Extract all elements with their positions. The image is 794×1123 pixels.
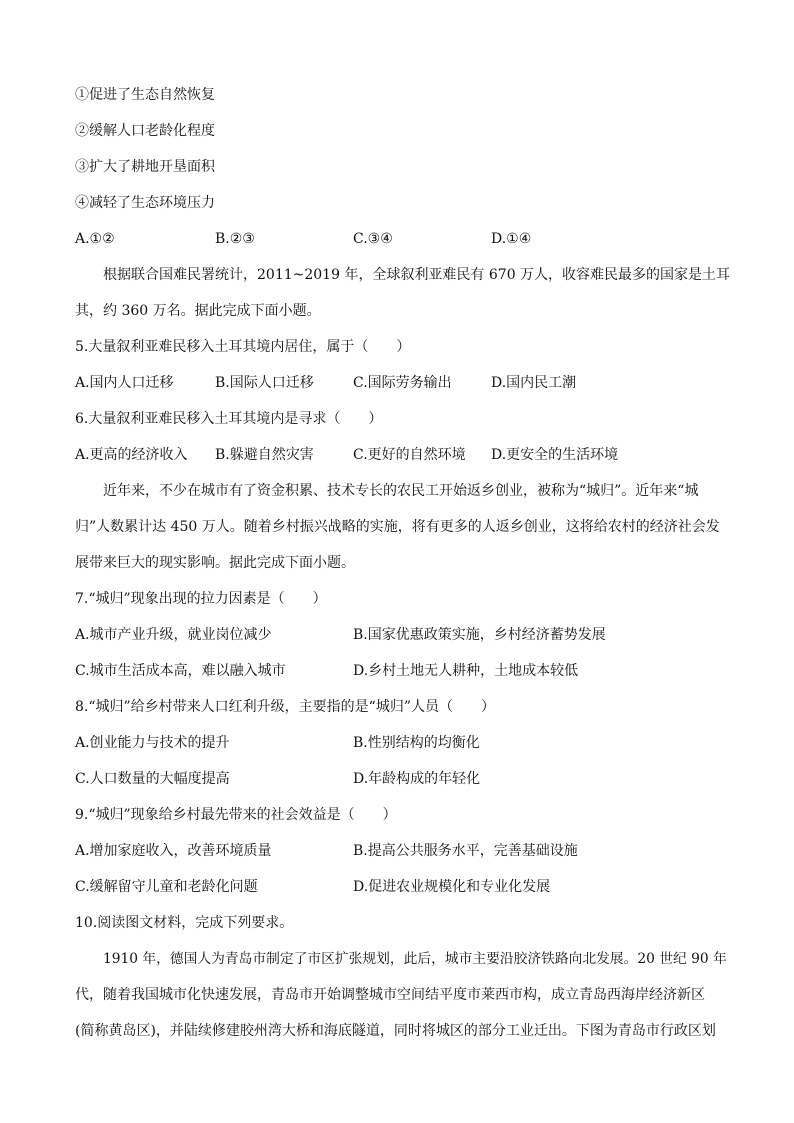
q8-options-row2 bbox=[75, 769, 725, 789]
q7-option-b: B.国家优惠政策实施，乡村经济蓄势发展 bbox=[353, 627, 606, 643]
q7-option-a: A.城市产业升级，就业岗位减少 bbox=[75, 627, 272, 643]
passage1-line2: 其，约 360 万名。据此完成下面小题。 bbox=[75, 303, 321, 319]
q6-option-b: B.躲避自然灾害 bbox=[215, 447, 314, 463]
statement-4: ④减轻了生态环境压力 bbox=[75, 195, 215, 211]
q8-option-a: A.创业能力与技术的提升 bbox=[75, 735, 230, 751]
statement-1: ①促进了生态自然恢复 bbox=[75, 87, 215, 103]
q7-option-d: D.乡村土地无人耕种，土地成本较低 bbox=[353, 663, 579, 679]
q9-stem: 9.“城归”现象给乡村最先带来的社会效益是（ ） bbox=[75, 807, 397, 823]
q8-option-c: C.人口数量的大幅度提高 bbox=[75, 771, 230, 787]
statement-2: ②缓解人口老龄化程度 bbox=[75, 123, 215, 139]
q10-stem: 10.阅读图文材料，完成下列要求。 bbox=[75, 915, 294, 931]
q10-passage-line2: 代，随着我国城市化快速发展，青岛市开始调整城市空间结平度市莱西市构，成立青岛西海岸经济新区 bbox=[75, 987, 705, 1003]
q8-option-d: D.年龄构成的年轻化 bbox=[353, 771, 481, 787]
q10-passage-line3: (简称黄岛区)，并陆续修建胶州湾大桥和海底隧道，同时将城区的部分工业迁出。下图为青岛市行政区划 bbox=[75, 1023, 716, 1039]
q6-stem: 6.大量叙利亚难民移入土耳其境内是寻求（ ） bbox=[75, 411, 383, 427]
passage2-line2: 归”人数累计达 450 万人。随着乡村振兴战略的实施，将有更多的人返乡创业，这将给农村的经济社会发 bbox=[75, 519, 720, 535]
q5-options bbox=[75, 373, 725, 393]
q4-option-d: D.①④ bbox=[491, 231, 532, 247]
q8-stem: 8.“城归”给乡村带来人口红利升级，主要指的是“城归”人员（ ） bbox=[75, 699, 495, 715]
q9-option-b: B.提高公共服务水平，完善基础设施 bbox=[353, 843, 578, 859]
q4-option-a: A.①② bbox=[75, 231, 115, 247]
passage1-line1: 根据联合国难民署统计，2011~2019 年，全球叙利亚难民有 670 万人，收容难民最多的国家是土耳 bbox=[103, 267, 731, 283]
q5-stem: 5.大量叙利亚难民移入土耳其境内居住，属于（ ） bbox=[75, 339, 411, 355]
q7-option-c: C.城市生活成本高，难以融入城市 bbox=[75, 663, 286, 679]
q5-option-d: D.国内民工潮 bbox=[491, 375, 577, 391]
q7-options-row2 bbox=[75, 661, 725, 681]
q9-options-row1 bbox=[75, 841, 725, 861]
q10-passage-line1: 1910 年，德国人为青岛市制定了市区扩张规划，此后，城市主要沿胶济铁路向北发展。20 世纪 90 年 bbox=[103, 951, 727, 967]
q9-options-row2 bbox=[75, 877, 725, 897]
q8-options-row1 bbox=[75, 733, 725, 753]
q4-option-c: C.③④ bbox=[353, 231, 393, 247]
q6-options bbox=[75, 445, 725, 465]
q8-option-b: B.性别结构的均衡化 bbox=[353, 735, 480, 751]
q9-option-d: D.促进农业规模化和专业化发展 bbox=[353, 879, 551, 895]
q9-option-c: C.缓解留守儿童和老龄化问题 bbox=[75, 879, 258, 895]
passage2-line3: 展带来巨大的现实影响。据此完成下面小题。 bbox=[75, 555, 355, 571]
q4-options bbox=[75, 229, 725, 249]
q4-option-b: B.②③ bbox=[215, 231, 255, 247]
q7-options-row1 bbox=[75, 625, 725, 645]
q5-option-b: B.国际人口迁移 bbox=[215, 375, 314, 391]
q9-option-a: A.增加家庭收入，改善环境质量 bbox=[75, 843, 272, 859]
q6-option-c: C.更好的自然环境 bbox=[353, 447, 466, 463]
q7-stem: 7.“城归”现象出现的拉力因素是（ ） bbox=[75, 591, 327, 607]
statement-3: ③扩大了耕地开垦面积 bbox=[75, 159, 215, 175]
passage2-line1: 近年来，不少在城市有了资金积累、技术专长的农民工开始返乡创业，被称为“城归”。近年来“城 bbox=[103, 483, 699, 499]
q6-option-d: D.更安全的生活环境 bbox=[491, 447, 619, 463]
q5-option-c: C.国际劳务输出 bbox=[353, 375, 452, 391]
q6-option-a: A.更高的经济收入 bbox=[75, 447, 188, 463]
q5-option-a: A.国内人口迁移 bbox=[75, 375, 174, 391]
